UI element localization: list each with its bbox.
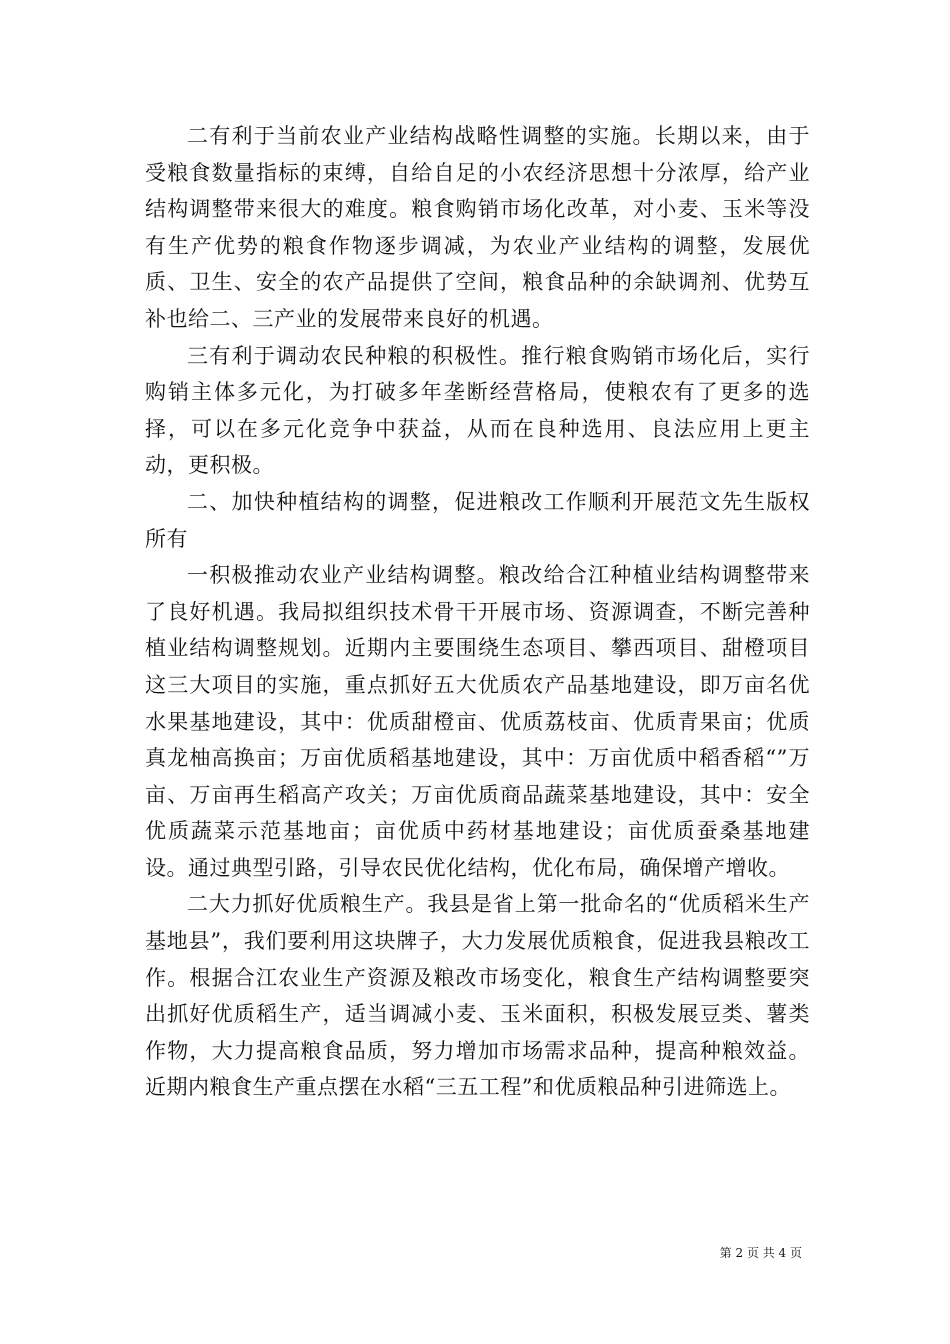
document-body (145, 118, 810, 1106)
section-heading: 二、加快种植结构的调整，促进粮改工作顺利开展范文先生版权所有 (145, 489, 810, 551)
paragraph: 三有利于调动农民种粮的积极性。推行粮食购销市场化后，实行购销主体多元化，为打破多年垄断经营格局，使粮农有了更多的选择，可以在多元化竞争中获益，从而在良种选用、良法应用上更主动，更积极。 (145, 343, 810, 478)
paragraph: 二有利于当前农业产业结构战略性调整的实施。长期以来，由于受粮食数量指标的束缚，自给自足的小农经济思想十分浓厚，给产业结构调整带来很大的难度。粮食购销市场化改革，对小麦、玉米等没有生产优势的粮食作物逐步调减，为农业产业结构的调整，发展优质、卫生、安全的农产品提供了空间，粮食品种的余缺调剂、优势互补也给二、三产业的发展带来良好的机遇。 (145, 124, 810, 331)
paragraph: 一积极推动农业产业结构调整。粮改给合江种植业结构调整带来了良好机遇。我局拟组织技术骨干开展市场、资源调查，不断完善种植业结构调整规划。近期内主要围绕生态项目、攀西项目、甜橙项目这三大项目的实施，重点抓好五大优质农产品基地建设，即万亩名优水果基地建设，其中：优质甜橙亩、优质荔枝亩、优质青果亩；优质真龙柚高换亩；万亩优质稻基地建设，其中：万亩优质中稻香稻“”万亩、万亩再生稻高产攻关；万亩优质商品蔬菜基地建设，其中：安全优质蔬菜示范基地亩；亩优质中药材基地建设；亩优质蚕桑基地建设。通过典型引路，引导农民优化结构，优化布局，确保增产增收。 (145, 563, 810, 880)
paragraph: 二大力抓好优质粮生产。我县是省上第一批命名的“优质稻米生产基地县”，我们要利用这块牌子，大力发展优质粮食，促进我县粮改工作。根据合江农业生产资源及粮改市场变化，粮食生产结构调整要突出抓好优质稻生产，适当调减小麦、玉米面积，积极发展豆类、薯类作物，大力提高粮食品质，努力增加市场需求品种，提高种粮效益。近期内粮食生产重点摆在水稻“三五工程”和优质粮品种引进筛选上。 (145, 892, 810, 1100)
page-number: 第 2 页 共 4 页 (719, 1246, 802, 1260)
